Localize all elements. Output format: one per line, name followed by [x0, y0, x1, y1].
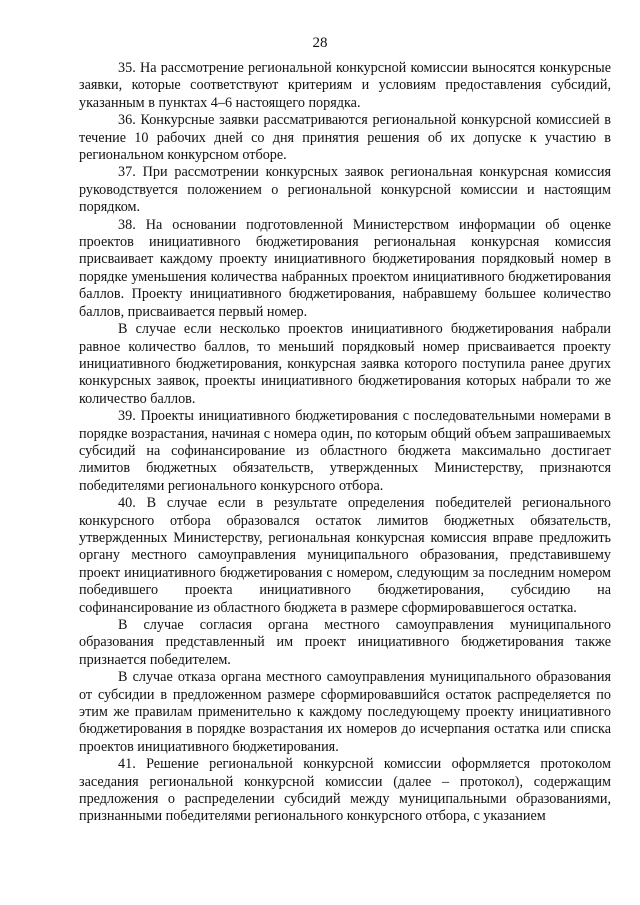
page-number: 28 — [312, 35, 328, 51]
document-body — [79, 60, 611, 826]
paragraph-37: 37. При рассмотрении конкурсных заявок региональная конкурсная комиссия руководствуется положением о региональной конкурсной комиссии и настоящим порядком. — [79, 164, 611, 216]
paragraph-40-refusal: В случае отказа органа местного самоуправления муниципального образования от субсидии в предложенном размере сформировавшийся остаток распределяется по этим же правилам применительно к каждому последующему проекту инициативного бюджетирования в порядке возрастания их номеров до исчерпания остатка или списка проектов инициативного бюджетирования. — [79, 669, 611, 755]
paragraph-38-continued: В случае если несколько проектов инициативного бюджетирования набрали равное количество баллов, то меньший порядковый номер присваивается проекту инициативного бюджетирования, конкурсная заявка которого поступила ранее других конкурсных заявок, проекты инициативного бюджетирования которых набрали то же количество баллов. — [79, 321, 611, 407]
paragraph-35: 35. На рассмотрение региональной конкурсной комиссии выносятся конкурсные заявки, которые соответствуют критериям и условиям предоставления субсидий, указанным в пунктах 4–6 настоящего порядка. — [79, 60, 611, 111]
paragraph-39: 39. Проекты инициативного бюджетирования с последовательными номерами в порядке возрастания, начиная с номера один, по которым общий объем запрашиваемых субсидий на софинансирование из областного бюджета максимально достигает лимитов бюджетных обязательств, утвержденных Министерству, признаются победителями регионального конкурсного отбора. — [79, 408, 611, 494]
paragraph-36: 36. Конкурсные заявки рассматриваются региональной конкурсной комиссией в течение 10 рабочих дней со дня принятия решения об их допуске к участию в региональном конкурсном отборе. — [79, 112, 611, 164]
paragraph-38: 38. На основании подготовленной Министерством информации об оценке проектов инициативного бюджетирования региональная конкурсная комиссия присваивает каждому проекту инициативного бюджетирования порядковый номер в порядке уменьшения количества набранных проектом инициативного бюджетирования баллов. Проекту инициативного бюджетирования, набравшему большее количество баллов, присваивается первый номер. — [79, 216, 611, 320]
paragraph-40-consent: В случае согласия органа местного самоуправления муниципального образования представленный им проект инициативного бюджетирования также признается победителем. — [79, 617, 611, 668]
paragraph-40: 40. В случае если в результате определения победителей регионального конкурсного отбора образовался остаток лимитов бюджетных обязательств, утвержденных Министерству, региональная конкурсная комиссия вправе предложить органу местного самоуправления муниципального образования, представившему проект инициативного бюджетирования с номером, следующим за последним номером победившего проекта инициативного бюджетирования, субсидию на софинансирование из областного бюджета в размере сформировавшегося остатка. — [79, 495, 611, 616]
paragraph-41: 41. Решение региональной конкурсной комиссии оформляется протоколом заседания региональной конкурсной комиссии (далее – протокол), содержащим предложения о распределении субсидий между муниципальными образованиями, признанными победителями регионального конкурсного отбора, с указанием — [79, 756, 611, 825]
